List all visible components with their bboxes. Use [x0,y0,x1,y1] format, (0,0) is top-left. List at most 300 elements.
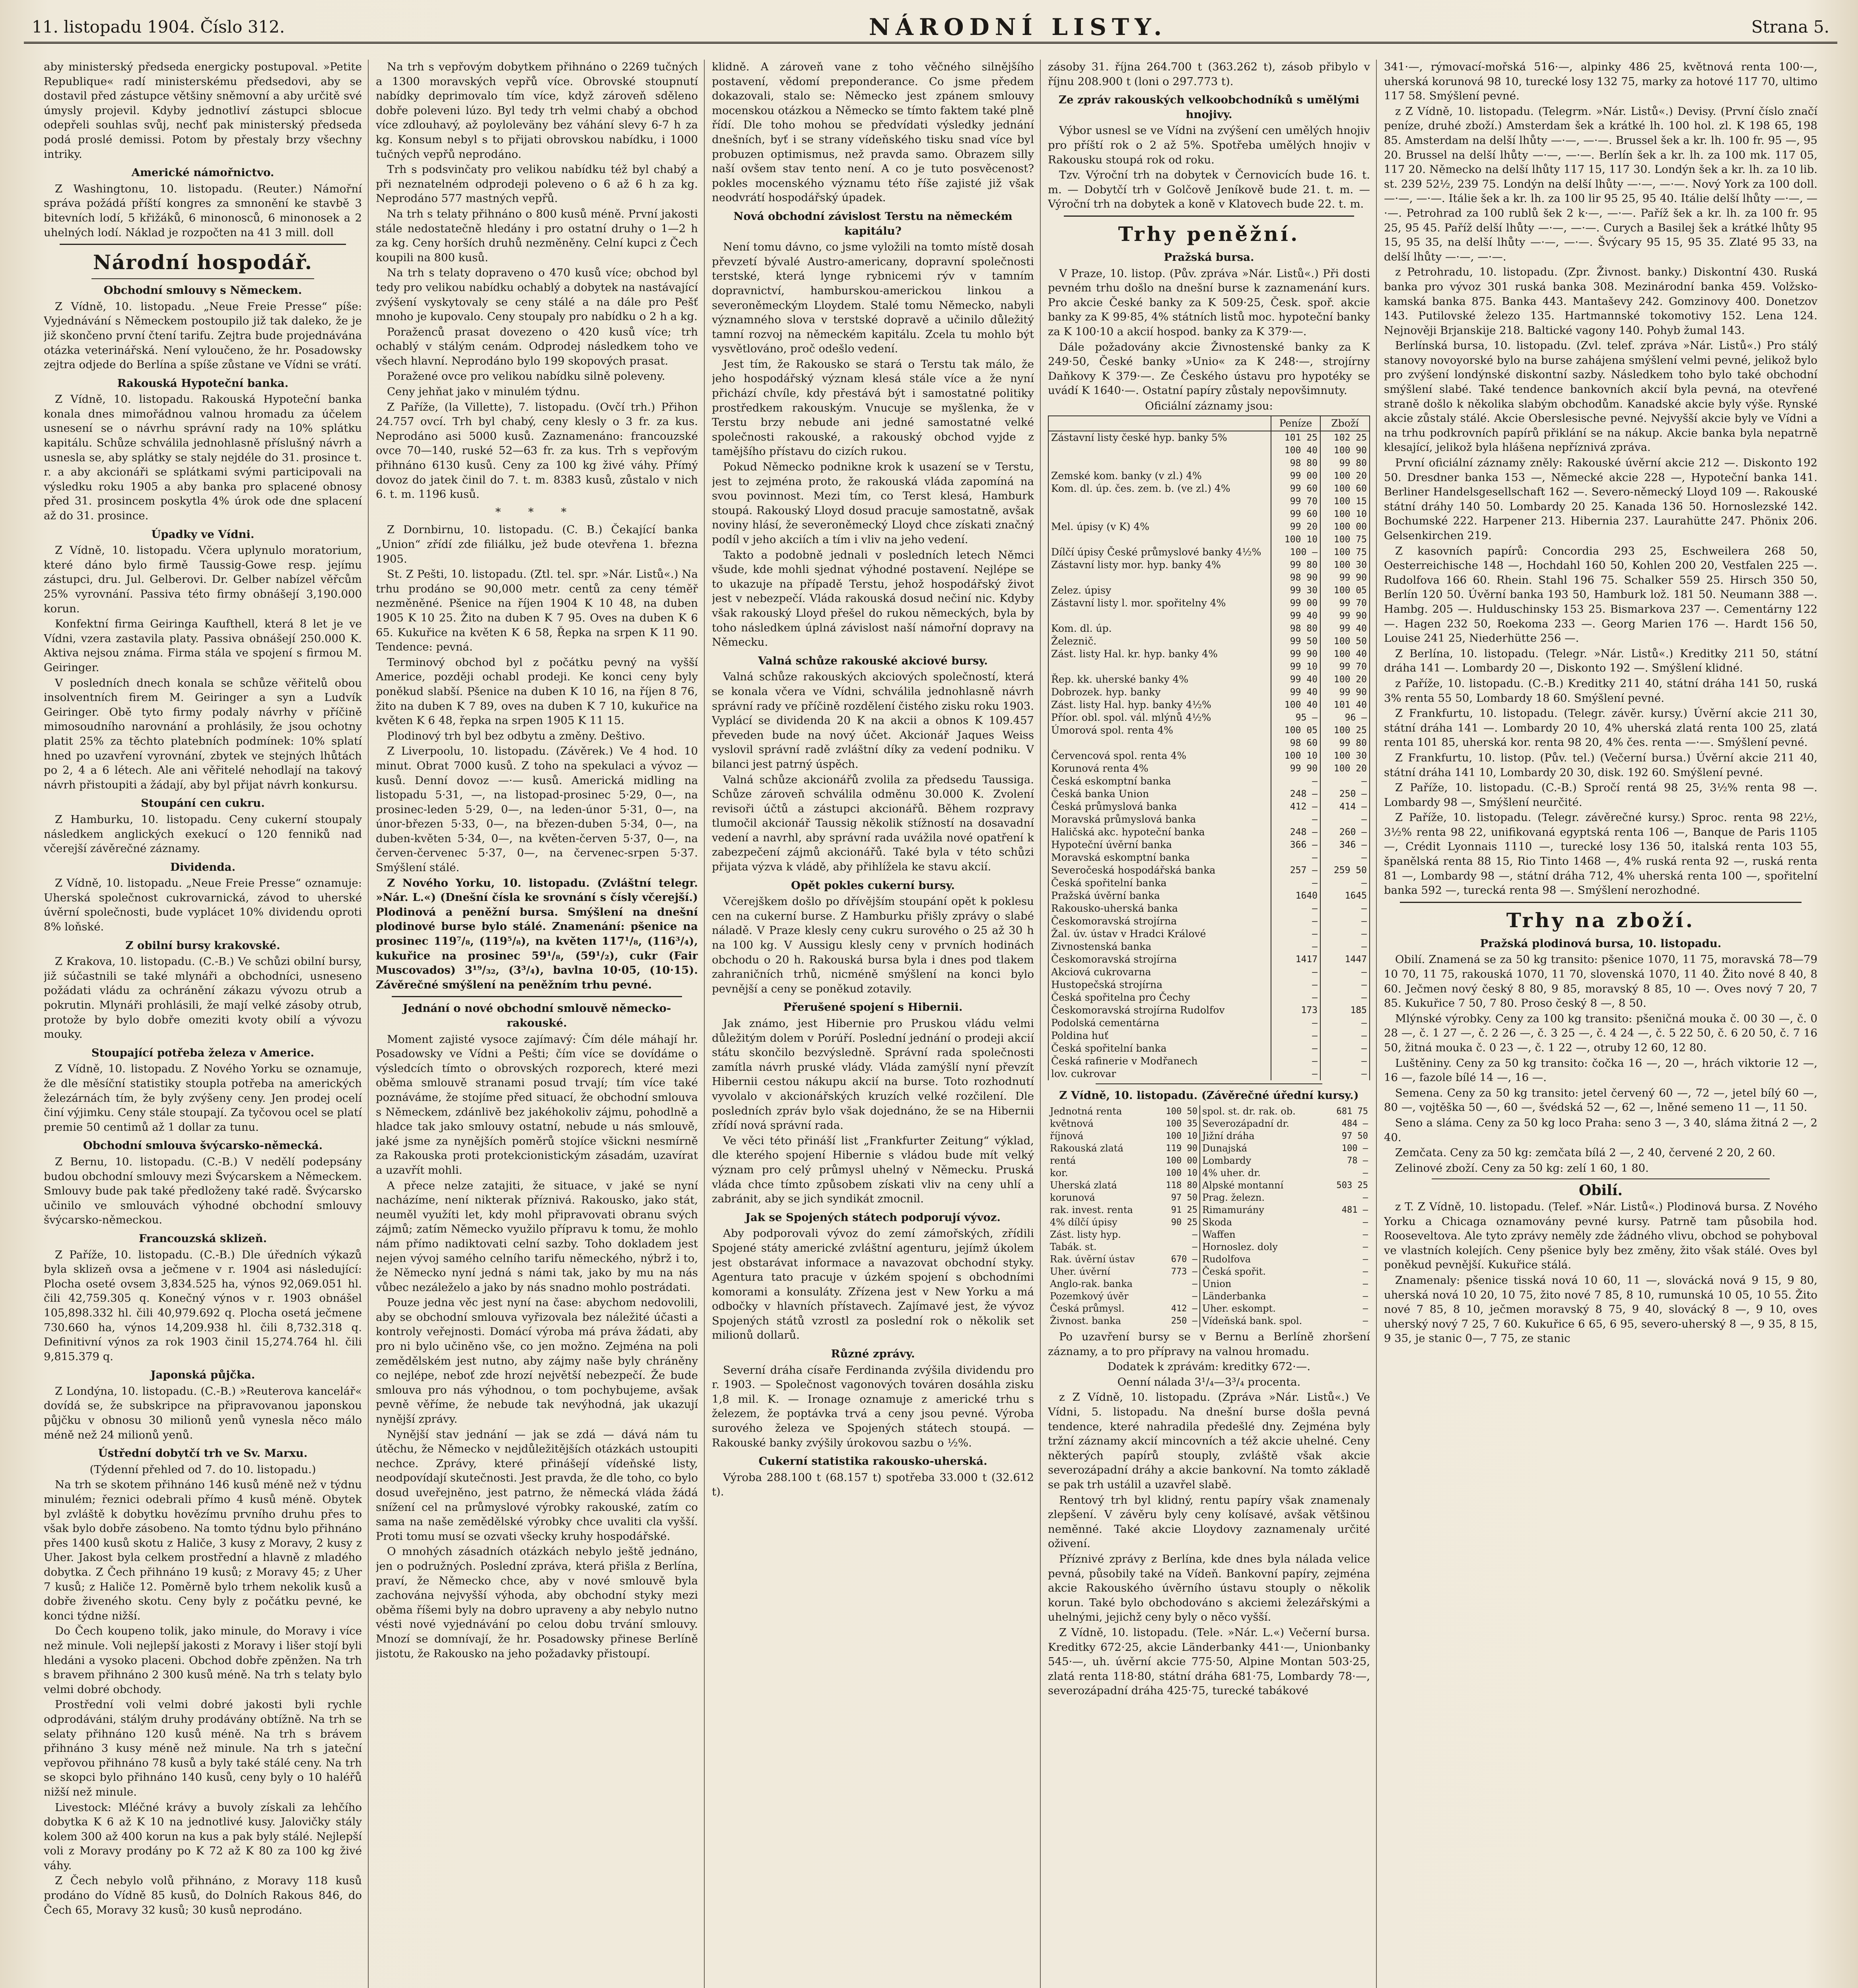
article-text: z T. Z Vídně, 10. listopadu. (Telef. »Nár. Listů«.) Plodinová bursa. Z Nového Yorku a Chicaga oznamovány pevné kursy. Patrně tam působila hod. Rooseveltova. Ale tyto zprávy neměly zde žádného vlivu, obchod se pohyboval ve vlastních kolejích. Ceny pšenice byly bez změny, žito však stálé. Oves byl poněkud pevnější. Kukuřice stálá. [1384,1200,1817,1272]
article-heading: Pražská plodinová bursa, 10. listopadu. [1480,937,1722,950]
ask-price: 99 70 [1320,660,1370,673]
security-name: Dílčí úpisy České průmyslové banky 4½% [1048,546,1271,559]
article-text: Berlínská bursa, 10. listopadu. (Zvl. telef. zpráva »Nár. Listů«.) Pro stálý stanovy novoyorské bylo na burse zahájena smýšlení velmi pevné, jelikož bylo pro zvýšení londýnské diskontní sazby. Následkem toho bylo také obchodní smýšlení slabé. Také tendence bankovních akcií byla pevná, na otevřené straně došlo k několika slabým obchodům. Kanadské akcie byly výše. Rynské akcie zůstaly stálé. Akcie Oberslesische pevné. Nejvyšší akcie byly ve Vídni a na trhu podkrovních papírů přiklání se na nákup. Akcie banka byla nepatrně klesající, jelikož byla hlášena nepříznivá zpráva. [1384,339,1817,454]
table-row [1048,1105,1370,1118]
ask-price: — [1320,1017,1370,1029]
article-text: Z Vídně, 10. listopadu. (Tele. »Nár. L.«) Večerní bursa. Kreditky 672·25, akcie Länderbanky 441·—, Unionbanky 545·—, uh. úvěrní akcie 775·50, Alpine Montan 503·25, zlatá renta 118·80, státní dráha 681·75, Lombardy 78·—, severozápadní dráha 425·75, turecké tabákové [1048,1626,1370,1697]
price: — [1362,1291,1368,1302]
article-heading: Obilí. [1578,1182,1623,1199]
security-name: Česká průmysl. [1050,1303,1125,1314]
bid-price: 1640 [1271,889,1320,902]
ask-price: 100 20 [1320,470,1370,482]
bid-price: 101 25 [1271,431,1320,444]
article-text: Výroba 288.100 t (68.157 t) spotřeba 33.000 t (32.612 t). [712,1471,1034,1499]
table-row [1048,953,1370,966]
bid-price: — [1271,1042,1320,1055]
security-name: 4% uher. dr. [1200,1167,1326,1179]
ask-price: — [1320,1042,1370,1055]
table-row [1048,1029,1370,1042]
bid-price: 99 80 [1271,559,1320,571]
table-row [1048,928,1370,940]
price: 484 — [1341,1119,1368,1129]
bid-price: 248 — [1271,826,1320,839]
security-name: Pozemkový úvěr [1050,1291,1129,1302]
table-row [1048,495,1370,508]
table-row [1048,978,1370,991]
ask-price: 96 — [1320,711,1370,724]
security-name: Českomoravská strojírna [1048,953,1271,966]
table-row [1048,864,1370,877]
security-name: Rudolfova [1200,1253,1326,1266]
column-5 [1384,60,1817,1988]
table-row [1048,1130,1370,1142]
column-3 [712,60,1034,1988]
article-text: Z Hamburku, 10. listopadu. Ceny cukerní stoupaly následkem anglických exekucí o 120 fenniků nad včerejší závěrečné záznamy. [44,813,362,855]
article-text: Z Nového Yorku, 10. listopadu. (Zvláštní telegr. »Nár. L.«) (Dnešní čísla ke srovnání s čísly včerejší.) Plodinová a peněžní bursa. Smýšlení na dnešní plodinové burse bylo stálé. Znamenání: pšenice na prosinec 119⁷/₈, (119⁵/₈), na květen 117¹/₈, (116³/₄), kukuřice na prosinec 59¹/₈, (59¹/₂), cukr (Fair Muscovados) 3¹⁹/₃₂, (3³/₄), bavlna 10·05, (10·15). Závěrečné smýšlení na peněžním trhu pevné. [376,876,698,991]
article-text: Ceny jehňat jako v minulém týdnu. [387,385,580,398]
price: — [1362,1193,1368,1203]
ask-price: — [1320,775,1370,788]
security-name: Tabák. st. [1050,1241,1097,1253]
ask-price: 100 10 [1320,508,1370,520]
security-name: Železnič. [1048,635,1271,648]
price: — [1362,1242,1368,1252]
security-name: Rak. úvěrní ústav [1050,1254,1135,1265]
security-name: Zást. listy Hal. kr. hyp. banky 4% [1048,648,1271,660]
security-name: květnová [1050,1118,1094,1130]
table-row [1048,826,1370,839]
bid-price: 412 — [1271,800,1320,813]
article-text: Do Čech koupeno tolik, jako minule, do Moravy i více než minule. Voli nejlepší jakosti z Moravy i lišer stojí byli hledáni a vysoko placeni. Obchod dobře zpěnžen. Na trh s bravem přihnáno 2 300 kusů méně. Na trh s telaty bylo velmi dobré obchody. [44,1625,362,1696]
bid-price: — [1271,1029,1320,1042]
table-row [1048,1315,1370,1327]
security-name [1048,610,1271,622]
table-row [1048,508,1370,520]
bid-price: — [1271,966,1320,978]
security-name: Vídeňská bank. spol. [1200,1315,1326,1327]
article-text: Není tomu dávno, co jsme vyložili na tomto místě dosah převzetí bývalé Austro-americany, dopravní společnosti terstské, která lynge rybnicemi rýv v tamním dopravnictví, hamburskou-americkou linkou a severoněmeckým Lloydem. Stalé tomu Německo, nabyli významného slova v terstské dopravě a učinilo důležitý tamní rozvoj na německém kapitálu. Zcela tu mohlo být vysvětlováno, proč odešlo vedení. [712,241,1034,355]
price: 773 — [1171,1267,1197,1277]
price: 119 90 [1166,1143,1197,1154]
table-row [1048,1303,1370,1315]
price: — [1362,1316,1368,1326]
security-name: Zivnostenská banka [1048,940,1271,953]
security-name [1048,444,1271,457]
security-name: Akciová cukrovarna [1048,966,1271,978]
ask-price: 100 20 [1320,673,1370,686]
table-row [1048,902,1370,915]
table-row [1048,915,1370,928]
ask-price: — [1320,813,1370,826]
price: — [1192,1291,1197,1302]
security-name [1048,495,1271,508]
article-text: Dále požadovány akcie Živnostenské banky za K 249·50, České banky »Unio« za K 248·—, strojírny Daňkovy K 379·—. Ze Českého ústavu pro hypotéky se uvádí K 1640·—. Ostatní papíry zůstaly nepovšimnuty. [1048,340,1370,397]
security-name: Českomoravská strojírna [1048,915,1271,928]
article-text: V posledních dnech konala se schůze věřitelů obou insolventních firem M. Geiringer a syn a Ludvík Geiringer. Obě tyto firmy podaly návrhy v příčině mimosoudního narovnání a prohlásily, že jsou ochotny platit 25% za těchto platebních podmínek: 10% splatí hned po uzavření vyrovnání, zbytek ve stejných lhůtách po 2, 4 a 6 létech. Ale ani věřitelé nehodlají na takový návrh přistoupiti a žádají, aby byl přijat návrh konkursu. [44,676,362,791]
security-name: Lombardy [1200,1155,1326,1167]
security-name: Žal. úv. ústav v Hradci Králové [1048,928,1271,940]
security-name: Hustopečská strojírna [1048,978,1271,991]
security-name: Korunová renta 4% [1048,762,1271,775]
article-heading: Stoupající potřeba železa v Americe. [91,1046,315,1059]
table-row [1048,1068,1370,1080]
security-name: Česká banka Union [1048,788,1271,800]
article-heading: Ze zpráv rakouských velkoobchodníků s umělými hnojivy. [1058,93,1360,121]
security-name: Dobrozek. hyp. banky [1048,686,1271,699]
price: — [1362,1230,1368,1240]
article-text: Prostřední voli velmi dobré jakosti byli rychle odprodáváni, stálým druhy prodávány obtížně. Na trh se selaty přihnáno 120 kusů méně. Na trh s brávem přihnáno 3 kusy méně než minule. Na trh s jateční vepřovou přihnáno 78 kusů a byly také stálé ceny. Na trh se skopci bylo přihnáno 140 kusů, ceny byly o 10 haléřů nižší než minule. [44,1698,362,1798]
ask-price: 99 90 [1320,686,1370,699]
column-4 [1048,60,1370,1988]
security-name: Mel. úpisy (v K) 4% [1048,520,1271,533]
ask-price: — [1320,1068,1370,1080]
section-divider [392,996,682,997]
bid-price: — [1271,1055,1320,1068]
security-name: Česká spořitelní banka [1048,1042,1271,1055]
bid-price: — [1271,851,1320,864]
article-text: Z Paříže, 10. listopadu. (C.-B.) Spročí rentá 98 25, 3½% renta 98 —. Lombardy 98 —, Smýšlení neurčité. [1384,781,1817,809]
article-text: Z Washingtonu, 10. listopadu. (Reuter.) Námořní správa požádá příští kongres za smnonění ke stavbě 3 bitevních lodí, 5 křižáků, 6 minonosců, 6 minonosek a 2 uhelných lodí. Náklad je rozpočten na 41 3 mill. doll [44,182,362,239]
article-text: Z Frankfurtu, 10. listop. (Pův. tel.) (Večerní bursa.) Úvěrní akcie 211 40, státní dráha 141 10, Lombardy 20 30, disk. 192 60. Smýšlení pevné. [1384,751,1817,779]
security-name: Řep. kk. uherské banky 4% [1048,673,1271,686]
section-divider [1096,1083,1322,1084]
table-header: Peníze [1271,416,1320,431]
price: 250 — [1171,1316,1197,1326]
article-heading: Cukerní statistika rakousko-uherská. [758,1455,987,1468]
article-text: Aby podporovali vývoz do zemí zámořských, zřídili Spojené státy americké zvláštní agenturu, jejímž úkolem jest obstarávat informace a navazovat obchodní styky. Agentura tato pracuje v úzkém spojení s obchodními komorami a konsuláty. Zřízena jest v New Yorku a má odbočky v hlavních přístavech. Zajímavé jest, že vývoz Spojených států vzrostl za poslední rok o několik set milionů dollarů. [712,1227,1034,1342]
article-text: Na trh s telaty dopraveno o 470 kusů více; obchod byl tedy pro velikou nabídku ochablý a dobytek na nastávající zvýšení vyskytovaly se ceny stálé a na dále pro Pešť mnoho je kupovalo. Ceny stoupaly pro nabídku o 2 h a kg. [376,266,698,323]
article-text: Oenní nálada 3¹/₄—3³/₄ procenta. [1117,1375,1301,1388]
table-header: Zboží [1320,416,1370,431]
security-name: Červencová spol. renta 4% [1048,749,1271,762]
ask-price: 100 05 [1320,584,1370,597]
security-name [1048,571,1271,584]
security-name: 4% dílčí úpisy [1050,1217,1118,1228]
table-row [1048,571,1370,584]
security-name: Příor. obl. spol. vál. mlýnů 4½% [1048,711,1271,724]
security-name: Zemské kom. banky (v zl.) 4% [1048,470,1271,482]
price: — [1192,1242,1197,1252]
article-text: Takto a podobně jednali v posledních letech Němci všude, kde mohli sjednat výhodné postavení. Nejlépe se to ukazuje na případě Terstu, jehož hospodářský život jest v nebezpečí. Vláda rakouská dosud nečiní nic. Kdyby však rakouský Lloyd přešel do rukou německých, byla by toho následkem úplná závislost naší námořní dopravy na Německu. [712,548,1034,649]
table-row [1048,431,1370,444]
bid-price: 98 80 [1271,622,1320,635]
article-text: První oficiální záznamy zněly: Rakouské úvěrní akcie 212 —. Diskonto 192 50. Dresdner banka 153 —, Německé akcie 228 —, Hypoteční banka 141. Berliner Handelsgesellschaft 162 —. Severo-německý Lloyd 109 —. Rakouské státní dráhy 140 50. Lombardy 20 25. Kanada 136 50. Hornoslezské 142. Bochumské 222. Harpener 213. Hibernia 237. Laurahütte 247. Phönix 206. Gelsenkirchen 219. [1384,456,1817,542]
article-text: Pouze jedna věc jest nyní na čase: abychom nedovolili, aby se obchodní smlouva vyřizovala bez náležité účasti a kontroly veřejnosti. Domácí výroba má práva žádati, aby pro ni bylo učiněno vše, co jen možno. Zejména na poli zemědělském jest nutno, aby zájmy naše byly chráněny co nejlépe, neboť zde hrozí největší nebezpečí. Že bude smlouva pro nás výhodnou, o tom pochybujeme, avšak pevně věříme, že nebude tak nevýhodná, jak ukazují nynější zprávy. [376,1296,698,1426]
table-header [1048,416,1271,431]
security-name: Union [1200,1278,1326,1290]
article-text: Jak známo, jest Hibernie pro Pruskou vládu velmi důležitým dolem v Porúří. Poslední jednání o prodeji akcií státu skončilo bezvýsledně. Správní rada společnosti zamítla návrh pruské vlády. Vláda zamýšlí nyní převzít Hibernii cestou nákupu akcií na burse. Toto rozhodnutí vyvolalo v akcionářských kruzích velké rozčilení. Dle posledních zpráv bylo však dojednáno, že se na Hibernii zřídí nová správní rada. [712,1017,1034,1132]
article-heading: Obchodní smlouva švýcarsko-německá. [83,1139,323,1152]
article-text: Moment zajisté vysoce zajímavý: Čím déle máhají hr. Posadowsky ve Vídni a Pešti; čím více se dovídáme o výsledcích tímto o obrovských rozporech, které mezi oběma smlouvě stranami posud trvají; tím více také poznáváme, že stojíme před situací, že obchodní smlouva s Německem, zdánlivě bez jakéhokoliv zájmu, pohodlně a hladce tak jako smlouvy ostatní, nebude u nás smlouvě, jaké jsme za nynějších poměrů stojíce všickni nesmírně za Rakouska proti protekcionistickým zásadám, uzavírat a uzavřít mohli. [376,1033,698,1176]
ask-price: — [1320,902,1370,915]
section-heading: Trhy na zboží. [1506,908,1695,932]
security-name: Živnost. banka [1050,1315,1121,1327]
article-text: Livestock: Mléčné krávy a buvoly získali za lehčího dobytka K 6 až K 10 na jednotlivé kusy. Jalovičky stály kolem 300 až 400 korun na kus a pak byly stálé. Nejlepší voli z Moravy prodány po K 72 až K 80 za 100 kg živé váhy. [44,1801,362,1872]
bid-price: 99 50 [1271,635,1320,648]
article-heading: Ústřední dobytčí trh ve Sv. Marxu. [98,1447,308,1460]
security-name: Uher. úvěrní [1050,1266,1110,1277]
ask-price: — [1320,928,1370,940]
article-text: zásoby 31. října 264.700 t (363.262 t), zásob přibylo v říjnu 208.900 t (loni o 297.773 t). [1048,60,1370,88]
table-row [1048,597,1370,610]
article-text: Nynější stav jednání — jak se zdá — dává nám tu útěchu, že Německo v nejdůležitějších otázkách ustoupiti nechce. Zprávy, které přinášejí vídeňské listy, neodpovídají skutečnosti. Jest pravda, že dle toho, co bylo dosud uveřejněno, jest patrno, že německá vláda žádá snížení cel na průmyslové výrobky rakouské, zatím co sama na naše zemědělské výrobky chce uvaliti cla vyšší. Proti tomu musí se ozvati všecky kruhy hospodářské. [376,1428,698,1543]
bid-price: 100 40 [1271,699,1320,711]
article-text: Rentový trh byl klidný, rentu papíry však znamenaly zlepšení. V závěru byly ceny kolísavé, avšak většinou neměnné. Také akcie Lloydovy zaznamenaly určité oživení. [1048,1493,1370,1550]
article-text: Zemčata. Ceny za 50 kg: zemčata bílá 2 —, 2 40, červené 2 20, 2 60. [1395,1146,1776,1159]
security-name: spol. st. dr. rak. ob. [1200,1105,1326,1118]
ask-price: 1645 [1320,889,1370,902]
ask-price: 100 20 [1320,762,1370,775]
section-heading: Trhy peněžní. [1118,222,1300,246]
security-name: Rakouská zlatá [1050,1143,1123,1154]
security-name: Česká spořitelna pro Čechy [1048,991,1271,1004]
security-name: Severočeská hospodářská banka [1048,864,1271,877]
security-name: Moravská průmyslová banka [1048,813,1271,826]
bid-price: — [1271,928,1320,940]
article-text: Z kasovních papírů: Concordia 293 25, Eschweilera 268 50, Oesterreichische 148 —, Hochdahl 160 50, Kohlen 200 20, Vestfalen 225 —. Rudolfova 166 60. Rhein. Stahl 196 75. Schalker 559 25. Hirsch 350 50, Berlín 120 50. Úvěrní banka 193 50, Hamburk lož. 181 50. Neumann 388 —. Hambg. 205 —. Hulduschinsky 153 25. Bismarkova 237 —. Cementárny 122 —. Hagen 232 50, Roekoma 233 —. Georg Marien 176 —. Hardt 156 50, Louise 241 25, Niederhütte 256 —. [1384,544,1817,645]
table-caption: Oficiální záznamy jsou: [1145,399,1273,412]
article-text: aby ministerský předseda energicky postupoval. »Petite Republique« radí ministerskému předsedovi, aby se dostavil před zástupce většiny sněmovní a aby určitě své úmysly projevil. Kdyby jednotliví zástupci sblocue odepřeli souhlas svůj, nechť pak ministerský předseda podá proslé demissi. Potom by přestaly brzy všechny intriky. [44,60,362,161]
article-text: Z Čech nebylo volů přihnáno, z Moravy 118 kusů prodáno do Vídně 85 kusů, do Dolních Rakous 846, do Čech 65, Moravy 32 kusů; 30 kusů neprodáno. [44,1874,362,1916]
ask-price: — [1320,1029,1370,1042]
ask-price: — [1320,851,1370,864]
article-heading: Pražská bursa. [1164,250,1254,264]
article-text: Trh s podsvinčaty pro velikou nabídku též byl chabý a při neznatelném odprodeji poleveno o 6 až 6 h za kg. Neprodáno 577 mastných vepřů. [376,163,698,205]
table-row [1048,457,1370,470]
article-heading: Obchodní smlouvy s Německem. [103,284,302,297]
column-1 [44,60,362,1988]
ask-price: 250 — [1320,788,1370,800]
ask-price: 346 — [1320,839,1370,851]
article-text: Z Vídně, 10. listopadu. „Neue Freie Presse“ oznamuje: Uherská společnost cukrovarnická, závod to uherské úvěrní společnosti, bude vyplácet 10% dividendu oproti 8% loňské. [44,877,362,934]
bid-price: 99 40 [1271,610,1320,622]
ask-price: 99 70 [1320,597,1370,610]
article-subheading: (Týdenní přehled od 7. do 10. listopadu.) [89,1463,316,1476]
ask-price: 99 40 [1320,622,1370,635]
security-name: Länderbanka [1200,1290,1326,1303]
ask-price: 100 75 [1320,533,1370,546]
table-row [1048,724,1370,737]
article-text: Semena. Ceny za 50 kg transito: jetel červený 60 —, 72 —, jetel bílý 60 —, 80 —, vojtěška 50 —, 60 —, švédská 52 —, 62 —, lněné semeno 11 —, 11 50. [1384,1086,1817,1114]
article-text: Z Liverpoolu, 10. listopadu. (Závěrek.) Ve 4 hod. 10 minut. Obrat 7000 kusů. Z toho na spekulaci a vývoz — kusů. Denní dovoz —·— kusů. Americká midling na listopadu 5·31, —, na listopad-prosinec 5·29, 0—, na prosinec-leden 5·29, 0—, na leden-únor 5·31, 0—, na únor-březen 5·33, 0—, na březen-duben 5·34, 0—, na duben-květen 5·34, 0—, na květen-červen 5·37, 0—, na červen-červenec 5·37, 0—, na červenec-srpen 5·37. Smýšlení stálé. [376,745,698,874]
section-divider [91,278,314,279]
price: — [1362,1254,1368,1265]
article-text: Pokud Německo podnikne krok k usazení se v Terstu, jest to zejména proto, že rakouská vláda zapomíná na svou povinnost. Mezi tím, co Terst klesá, Hamburk stoupá. Rakouský Lloyd dosud pracuje samostatně, avšak noviny hlásí, že severoněmecký Lloyd chce získati značný podíl v jeho akciích a tím i vliv na jeho vedení. [712,460,1034,546]
bid-price: 98 60 [1271,737,1320,749]
security-name: Dunajská [1200,1142,1326,1155]
security-name: Waffen [1200,1229,1326,1241]
bid-price: 99 00 [1271,597,1320,610]
ask-price: 100 30 [1320,559,1370,571]
article-text: Z Londýna, 10. listopadu. (C.-B.) »Reuterova kancelář« dovídá se, že subskripce na připravovanou japonskou půjčku v obnosu 30 milionů yenů vynesla něco málo méně než 24 milionů yenů. [44,1384,362,1441]
article-text: Z Paříže, 10. listopadu. (Telegr. závěrečné kursy.) Sproc. renta 98 22½, 3½% renta 98 22, unifikovaná egyptská renta 106 —, Banque de Paris 1105 —, Crédit Lyonnais 1110 —, turecké losy 136 50, italská renta 103 55, španělská renta 88 15, Rio Tinto 1468 —, 4% ruská renta 92 —, ruská renta 81 —, Lombardy 98 —, státní dráha 712, 4% uherská renta 100 —, spořitelní banka 592 —, turecká renta 98 —. Smýšlení nerozhodné. [1384,811,1817,897]
table-row [1048,673,1370,686]
article-heading: Francouzská sklizeň. [138,1232,267,1245]
table-row [1048,788,1370,800]
price: 78 — [1347,1156,1368,1166]
security-name: rentá [1050,1155,1076,1167]
article-text: Ve věci této přináší list „Frankfurter Zeitung“ výklad, dle kterého spojení Hibernie s vládou bude mít velký význam pro celý průmysl uhelný v Německu. Pruská vláda chce tímto způsobem získati vliv na ceny uhlí a zabránit, aby se jich syndikát zmocnil. [712,1134,1034,1206]
security-name: Česká spořitelní banka [1048,877,1271,889]
article-text: Z Berlína, 10. listopadu. (Telegr. »Nár. Listů«.) Kreditky 211 50, státní dráha 141 —. Lombardy 20 —, Diskonto 192 —. Smýšlení klidné. [1384,647,1817,675]
table-row [1048,1155,1370,1167]
table-row [1048,482,1370,495]
security-name: Rakousko-uherská banka [1048,902,1271,915]
article-heading: Opět pokles cukerní bursy. [791,879,955,892]
article-text: Z Krakova, 10. listopadu. (C.-B.) Ve schůzi obilní bursy, již súčastnili se také mlynáři a obchodníci, usneseno požádati vládu za ochránění zákazu vývozu otrub a pokrutin. Mlynáři prohlásili, že mají velké zásoby otrub, protože by bylo dobře omeziti kvoty obilí a vývozu mouky. [44,955,362,1041]
article-heading: Jak se Spojených státech podporují vývoz. [745,1211,1001,1224]
price: 100 — [1341,1143,1368,1154]
ask-price: 100 60 [1320,482,1370,495]
ask-price: — [1320,877,1370,889]
security-name: Pražská úvěrní banka [1048,889,1271,902]
article-text: Zelinové zboží. Ceny za 50 kg: zelí 1 60, 1 80. [1395,1161,1649,1175]
article-text: Z Vídně, 10. listopadu. „Neue Freie Presse“ píše: Vyjednávání s Německem postoupilo již tak daleko, že je již skončeno první čtení tarifu. Zejtra bude projednávána otázka veterinářská. Není vyloučeno, že hr. Posadowsky zejtra odjede do Berlína a spíše zůstane ve Vídni se vrátí. [44,300,362,371]
article-text: z Petrohradu, 10. listopadu. (Zpr. Živnost. banky.) Diskontní 430. Ruská banka pro vývoz 301 ruská banka 308. Mezinárodní banka 459. Volžsko-kamská banka 875. Banka 443. Mantaševy 242. Gomzinovy 400. Donetzov 143. Putilovské železo 135. Hartmannské tokomotivy 152. Lena 124. Nejnověji Brjanskije 218. Baltické vagony 140. Pohyb žumal 143. [1384,266,1817,337]
table-row [1048,1216,1370,1229]
ask-price: 100 40 [1320,648,1370,660]
ask-price: — [1320,1055,1370,1068]
bid-price: 248 — [1271,788,1320,800]
security-name: Severozápadní dr. [1200,1118,1326,1130]
bid-price: 1417 [1271,953,1320,966]
article-text: Plodinový trh byl bez odbytu a změny. Deštivo. [387,729,645,742]
security-name: říjnová [1050,1130,1084,1142]
table-row [1048,966,1370,978]
article-text: 341·—, rýmovací-mořská 516·—, alpinky 486 25, květnová renta 100·—, uherská korunová 98 10, turecké losy 132 75, marky za hotové 117 70, ultimo 117 58. Smýšlení pevné. [1384,60,1817,103]
security-name: Prag. železn. [1200,1192,1326,1204]
security-name: Uher. eskompt. [1200,1303,1326,1315]
table-row [1048,737,1370,749]
article-text: V Praze, 10. listop. (Pův. zpráva »Nár. Listů«.) Při dosti pevném trhu došlo na dnešní burse k zaznamenání kurs. Pro akcie České banky za K 509·25, Česk. spoř. akcie banky za K 99·85, 4% státních listů moc. hypoteční banky za K 100·10 a akcií hospod. banky za K 379·—. [1048,267,1370,338]
table-row [1048,1167,1370,1179]
bid-price: 99 20 [1271,520,1320,533]
security-name: Českomoravská strojírna Rudolfov [1048,1004,1271,1017]
article-text: Poraženců prasat dovezeno o 420 kusů více; trh ochablý v stálým cenám. Odprodej následkem toho ve všech hlavní. Neprodáno bylo 199 skopových prasat. [376,325,698,367]
article-text: O mnohých zásadních otázkách nebylo ještě jednáno, jen o podružných. Poslední zpráva, která přišla z Berlína, praví, že Německo chce, aby v nové smlouvě byla zachována nejvyšší výhoda, aby obchodní styky mezi oběma říšemi byly na dobro upraveny a aby nebylo nutno vésti nové vyjednávání po celou dobu trvání smlouvy. Mnozí se domnívají, že hr. Posadowsky přinese Berlíně jistotu, že Rakousko na jeho požadavky přistoupí. [376,1545,698,1660]
article-text: A přece nelze zatajiti, že situace, v jaké se nyní nacházíme, není nikterak příznivá. Rakousko, jako stát, neuměl využíti let, kdy mohl připravovati obranu svých zájmů; zatím Německo využilo přípravu k tomu, že mohlo nám přímo nadiktovati celní sazby. Toho dokladem jest nejen vývoj samého celního tarifu německého, nýbrž i to, že Německo nyní jedná s námi tak, jako by mu na nás vůbec nezáleželo a jako by nás snadno mohlo postrádati. [376,1179,698,1294]
price: — [1362,1267,1368,1277]
price: 100 00 [1166,1156,1197,1166]
ask-price: 100 30 [1320,749,1370,762]
bid-price: 99 40 [1271,673,1320,686]
table-row [1048,1055,1370,1068]
security-name: Zástavní listy mor. hyp. banky 4% [1048,559,1271,571]
table-row [1048,775,1370,788]
article-heading: Rakouská Hypoteční banka. [117,377,289,390]
article-text: Na trh s telaty přihnáno o 800 kusů méně. První jakosti stále nedostatečně hledány i pro ostatní druhy o 1—2 h za kg. Ceny horších druhů nezměněny. Celní kupci z Čech koupili na 800 kusů. [376,207,698,264]
article-text: Seno a sláma. Ceny za 50 kg loco Praha: seno 3 —, 3 40, sláma žitná 2 —, 2 40. [1384,1116,1817,1144]
bid-price: — [1271,915,1320,928]
article-text: Terminový obchod byl z počátku pevný na vyšší Americe, později ochabl prodeji. Ke konci ceny byly poněkud slabší. Pšenice na duben K 10 16, na říjen 8 76, žito na duben K 7 89, oves na duben K 7 10, kukuřice na květen K 6 48, řepka na srpen 1905 K 11 15. [376,656,698,727]
table-row [1048,1017,1370,1029]
column-2 [376,60,698,1988]
column-rule [1040,60,1041,1988]
article-text: Z Vídně, 10. listopadu. Rakouská Hypoteční banka konala dnes mimořádnou valnou hromadu za účelem usnesení se o návrhu správní rady na 10% splátku kapitálu. Schůze schválila jednohlasně příslušný návrh a usnesla se, aby splátky se staly nejdéle do 31. prosince t. r. a aby akcionáři se splátkami svými participovali na výsledku roku 1905 a aby banka pro splacené obnosy před 31. prosincem poskytla 4% úrok ode dne splacení až do 31. prosince. [44,393,362,522]
bid-price: 100 10 [1271,533,1320,546]
article-heading: Přerušené spojení s Hibernii. [783,1001,963,1014]
table-row [1048,813,1370,826]
bid-price: 99 60 [1271,482,1320,495]
security-name: Skoda [1200,1216,1326,1229]
bid-price: 99 30 [1271,584,1320,597]
price: — [1362,1168,1368,1178]
table-row [1048,635,1370,648]
security-name [1048,737,1271,749]
price: 100 10 [1166,1131,1197,1142]
security-name: Kom. dl. úp. [1048,622,1271,635]
ask-price: 1447 [1320,953,1370,966]
security-name [1048,457,1271,470]
prague-quotes-table [1048,415,1370,1080]
bid-price: 99 90 [1271,648,1320,660]
ask-price: 100 00 [1320,520,1370,533]
article-text: Příznivé zprávy z Berlína, kde dnes byla nálada velice pevná, působily také na Vídeň. Bankovní papíry, zejména akcie Rakouského úvěrního ústavu stouply o několik korun. Také bylo obchodováno s akciemi železářskými a uhelnými, jejichž ceny byly o něco vyšší. [1048,1552,1370,1624]
security-name: Jižní dráha [1200,1130,1326,1142]
security-name: Úmorová spol. renta 4% [1048,724,1271,737]
article-text: Včerejškem došlo po dřívějším stoupání opět k poklesu cen na cukerní burse. Z Hamburku přišly zprávy o slabé náladě. V Praze klesly ceny cukru surového o 25 až 30 h na 100 kg. V Aussigu klesly ceny v prvních hodinách obchodu o 20 h. Rakouská bursa byla i dnes pod tlakem zahraničních trhů, nicméně smýšlení na konci bylo pevnější a ceny se poněkud zotavily. [712,895,1034,995]
security-name [1048,660,1271,673]
bid-price: — [1271,902,1320,915]
table-row [1048,559,1370,571]
price: — [1192,1279,1197,1289]
ask-price: 100 75 [1320,546,1370,559]
article-text: z Z Vídně, 10. listopadu. (Zpráva »Nár. Listů«.) Ve Vídni, 5. listopadu. Na dnešní burse došla pevná tendence, které nahradila předešlé dny. Zejména byly tržní záznamy akcií mincovních a též akcie uhelné. Ceny některých papírů stouply, zvláště však akcie severozápadní dráhy a akcie bankovní. Na tomto základě se pak trh ustálil a uzavřel slabě. [1048,1391,1370,1491]
security-name: rak. invest. renta [1050,1204,1133,1216]
price: 100 10 [1166,1168,1197,1178]
security-name: Rimamurány [1200,1204,1326,1216]
article-text: Z Paříže, 10. listopadu. (C.-B.) Dle úředních výkazů byla sklizeň ovsa a ječmene v r. 1904 asi následující: Plocha oseté ovsem 3,834.525 ha, výnos 92,069.051 hl. čili 42,759.305 q. Konečný výnos v r. 1903 obnášel 105,898.332 hl. čili 40,979.692 q. Plocha osetá ječmene 730.660 ha, výnos 14,209.938 hl. čili 8,732.318 q. Definitivní výnos za rok 1903 činil 15,274.764 hl. čili 9,815.379 q. [44,1248,362,1363]
bid-price: 100 — [1271,546,1320,559]
article-heading: Nová obchodní závislost Terstu na německém kapitálu? [733,210,1013,237]
price: 670 — [1171,1254,1197,1265]
table-row [1048,699,1370,711]
bid-price: — [1271,940,1320,953]
bid-price: — [1271,813,1320,826]
article-heading: Dividenda. [170,860,236,874]
table-row [1048,889,1370,902]
table-row [1048,1192,1370,1204]
ask-price: — [1320,966,1370,978]
security-name: Uherská zlatá [1050,1180,1117,1191]
article-heading: Jednání o nové obchodní smlouvě německo-rakouské. [402,1002,671,1029]
bid-price: 100 10 [1271,749,1320,762]
security-name: Česká eskomptní banka [1048,775,1271,788]
security-name: Anglo-rak. banka [1050,1278,1133,1290]
security-name: kor. [1050,1167,1068,1179]
bid-price: 100 40 [1271,444,1320,457]
table-row [1048,533,1370,546]
table-row [1048,1042,1370,1055]
price: 100 50 [1166,1107,1197,1117]
section-divider [1400,902,1802,903]
article-text: Z Dornbirnu, 10. listopadu. (C. B.) Čekající banka „Union“ zřídí zde filiálku, jež bude otevřena 1. března 1905. [376,523,698,565]
article-text: Na trh s vepřovým dobytkem přihnáno o 2269 tučných a 1300 moravských vepřů více. Obrovské stoupnutí nabídky deprimovalo tím více, když zároveň sděleno dobře poleveni lúzo. Byl tedy trh velmi chabý a obchod více zdlouhavý, až poyloleväny bez váhání slevy 6-7 h za kg. Konsum nebyl s to přijati obrovskou nabídku, i 1000 tučných vepřů neprodáno. [376,60,698,161]
security-name: korunová [1050,1192,1095,1204]
ask-price: 100 25 [1320,724,1370,737]
table-row [1048,1253,1370,1266]
bid-price: 98 80 [1271,457,1320,470]
price: 481 — [1341,1205,1368,1215]
article-text: Luštěniny. Ceny za 50 kg transito: čočka 16 —, 20 —, hrách viktorie 12 —, 16 —, fazole bílé 14 —, 16 —. [1384,1056,1817,1084]
bid-price: 95 — [1271,711,1320,724]
article-text: Valná schůze akcionářů zvolila za předsedu Taussiga. Schůze zároveň schválila odměnu 30.000 K. Zvolení revisoři účtů a zástupci akcionářů. Během rozpravy tlumočil akcionář Taussig několik stížností na dosavadní vedení a navrhl, aby správní rada uvážila nové opatření k zabezpečení zájmů akcionářů. Také byla v této schůzi přijata výzva k vládě, aby přihlížela ke stavu akcií. [712,773,1034,874]
table-row [1048,686,1370,699]
table-row [1048,1142,1370,1155]
security-name: Česká průmyslová banka [1048,800,1271,813]
bid-price: 173 [1271,1004,1320,1017]
price: — [1192,1230,1197,1240]
